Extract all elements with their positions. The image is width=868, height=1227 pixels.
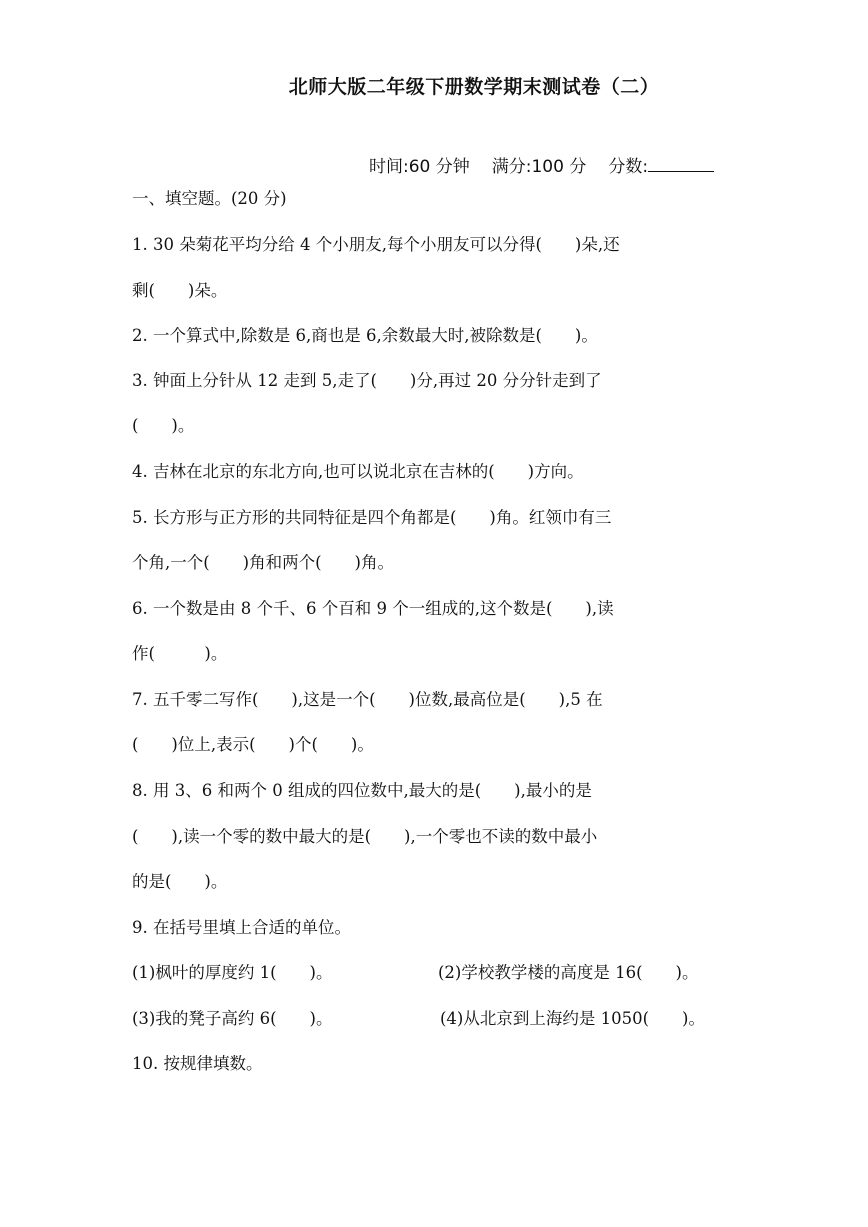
question-line: 个角,一个( )角和两个( )角。 (132, 553, 394, 572)
question-line: ( )。 (132, 416, 195, 435)
question-line: 作( )。 (132, 644, 228, 663)
exam-meta (369, 152, 714, 177)
time-label: 时间:60 分钟 (369, 157, 470, 177)
question-line: ( ),读一个零的数中最大的是( ),一个零也不读的数中最小 (132, 827, 598, 846)
question-line: 剩( )朵。 (132, 281, 228, 300)
question-line: 4. 吉林在北京的东北方向,也可以说北京在吉林的( )方向。 (132, 462, 584, 481)
question-line: 6. 一个数是由 8 个千、6 个百和 9 个一组成的,这个数是( ),读 (132, 599, 614, 618)
section-heading: 一、填空题。(20 分) (132, 189, 287, 208)
score-label: 分数: (608, 157, 649, 177)
unit-question-2: (2)学校教学楼的高度是 16( )。 (438, 963, 699, 982)
score-blank (648, 157, 714, 172)
question-line: 3. 钟面上分针从 12 走到 5,走了( )分,再过 20 分分针走到了 (132, 371, 602, 390)
unit-question-4: (4)从北京到上海约是 1050( )。 (440, 1009, 705, 1028)
question-line: 9. 在括号里填上合适的单位。 (132, 918, 351, 937)
question-line: 5. 长方形与正方形的共同特征是四个角都是( )角。红领巾有三 (132, 508, 612, 527)
page-title: 北师大版二年级下册数学期末测试卷（二） (288, 76, 660, 98)
question-line: 1. 30 朵菊花平均分给 4 个小朋友,每个小朋友可以分得( )朵,还 (132, 235, 620, 254)
question-line: 的是( )。 (132, 872, 228, 891)
question-line: ( )位上,表示( )个( )。 (132, 735, 374, 754)
full-score-label: 满分:100 分 (491, 157, 587, 177)
question-line: 2. 一个算式中,除数是 6,商也是 6,余数最大时,被除数是( )。 (132, 326, 598, 345)
question-line: 7. 五千零二写作( ),这是一个( )位数,最高位是( ),5 在 (132, 690, 603, 709)
unit-question-3: (3)我的凳子高约 6( )。 (132, 1009, 333, 1028)
question-10: 10. 按规律填数。 (132, 1054, 263, 1073)
unit-question-1: (1)枫叶的厚度约 1( )。 (132, 963, 333, 982)
question-line: 8. 用 3、6 和两个 0 组成的四位数中,最大的是( ),最小的是 (132, 781, 592, 800)
